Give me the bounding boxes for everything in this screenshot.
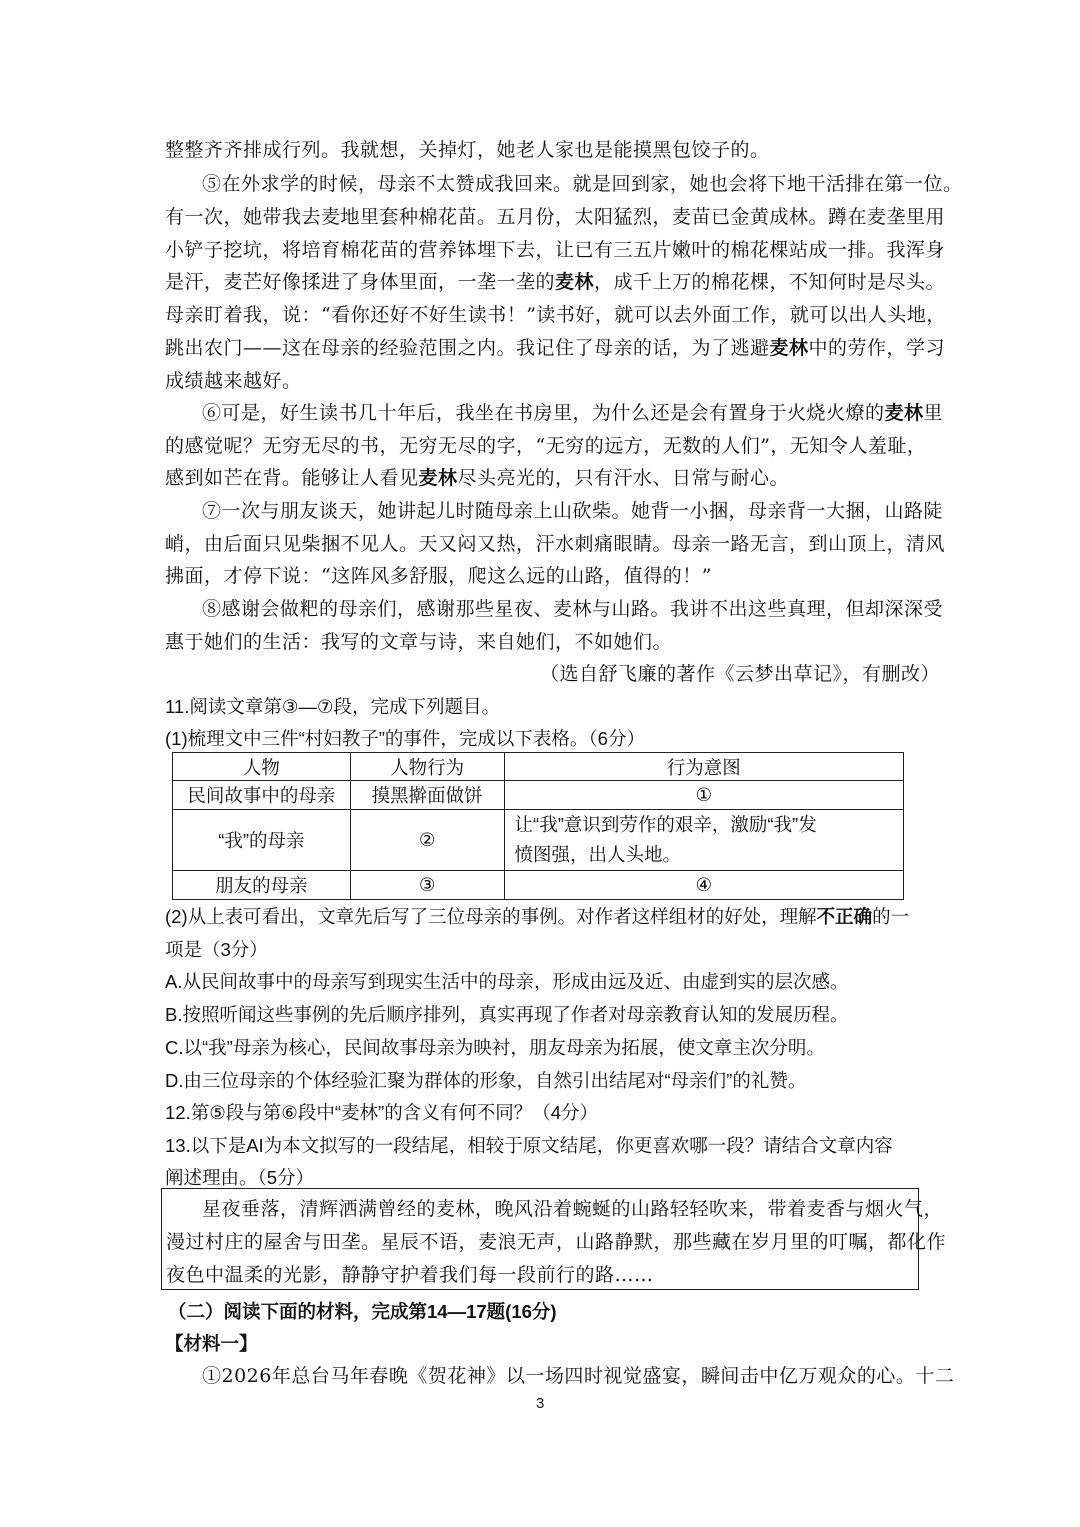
ai-ending-box — [161, 1188, 947, 1290]
emphasis-mailin: 麦林 — [418, 467, 458, 489]
passage-p5-line: 成绩越来越好。 — [165, 370, 302, 392]
passage-p7-line: 拂面，才停下说：“这阵风多舒服，爬这么远的山路，值得的！” — [165, 565, 712, 587]
answer-table — [172, 752, 904, 900]
page-number: 3 — [536, 1395, 545, 1412]
table-cell: 摸黑擀面做饼 — [350, 781, 504, 810]
question-13-line1: 13.以下是AI为本文拟写的一段结尾，相较于原文结尾，你更喜欢哪一段？请结合文章内容 — [165, 1135, 893, 1156]
table-header-cell: 人物 — [173, 753, 351, 781]
ai-ending-line: 星夜垂落，清辉洒满曾经的麦林，晚风沿着蜿蜒的山路轻轻吹来，带着麦香与烟火气， — [202, 1198, 944, 1220]
emphasis-mailin: 麦林 — [769, 337, 809, 359]
table-cell: 民间故事中的母亲 — [173, 781, 351, 810]
table-row — [173, 781, 904, 810]
question-12: 12.第⑤段与第⑥段中“麦林”的含义有何不同？（4分） — [165, 1102, 598, 1123]
passage-p5-line: 是汗，麦芒好像揉进了身体里面，一垄一垄的麦林，成千上万的棉花棵，不知何时是尽头。 — [165, 271, 946, 293]
material-1-first-line: ①2026年总台马年春晚《贺花神》以一场四时视觉盛宴，瞬间击中亿万观众的心。十二 — [202, 1365, 955, 1387]
option-a: A.从民间故事中的母亲写到现实生活中的母亲，形成由远及近、由虚到实的层次感。 — [165, 971, 849, 992]
question-11-part2: (2)从上表可看出，文章先后写了三位母亲的事例。对作者这样组材的好处，理解不正确的一 — [165, 906, 910, 927]
passage-p6-line: 感到如芒在背。能够让人看见麦林尽头亮光的，只有汗水、日常与耐心。 — [165, 467, 790, 489]
table-row — [173, 810, 904, 871]
table-cell-blank: ④ — [504, 871, 903, 900]
table-cell: 让“我”意识到劳作的艰辛，激励“我”发 愤图强，出人头地。 — [504, 810, 903, 871]
passage-p5-line: 有一次，她带我去麦地里套种棉花苗。五月份，太阳猛烈，麦苗已金黄成林。蹲在麦垄里用 — [165, 206, 946, 228]
question-11-part2-cont: 项是（3分） — [165, 939, 268, 960]
table-cell: “我”的母亲 — [173, 810, 351, 871]
option-d: D.由三位母亲的个体经验汇聚为群体的形象，自然引出结尾对“母亲们”的礼赞。 — [165, 1070, 807, 1091]
option-c: C.以“我”母亲为核心，民间故事母亲为映衬，朋友母亲为拓展，使文章主次分明。 — [165, 1037, 825, 1058]
passage-p5-line: 跳出农门——这在母亲的经验范围之内。我记住了母亲的话，为了逃避麦林中的劳作，学习 — [165, 337, 946, 359]
table-cell: 朋友的母亲 — [173, 871, 351, 900]
table-header-cell: 人物行为 — [350, 753, 504, 781]
emphasis-mailin: 麦林 — [555, 271, 595, 293]
emphasis-mailin: 麦林 — [884, 402, 924, 424]
question-11-title: 11.阅读文章第③—⑦段，完成下列题目。 — [165, 696, 501, 717]
passage-p6-line: 的感觉呢？无穷无尽的书，无穷无尽的字，“无穷的远方，无数的人们”，无知令人羞耻， — [165, 435, 927, 457]
passage-p4-end: 整整齐齐排成行列。我就想，关掉灯，她老人家也是能摸黑包饺子的。 — [165, 139, 770, 161]
question-11-part1: (1)梳理文中三件“村妇教子”的事件，完成以下表格。（6分） — [165, 728, 645, 749]
passage-p6-line: ⑥可是，好生读书几十年后，我坐在书房里，为什么还是会有置身于火烧火燎的麦林里 — [202, 402, 944, 424]
table-cell-blank: ③ — [350, 871, 504, 900]
passage-p5-line: ⑤在外求学的时候，母亲不太赞成我回来。就是回到家，她也会将下地干活排在第一位。 — [202, 173, 963, 195]
ai-ending-line: 漫过村庄的屋舍与田垄。星辰不语，麦浪无声，山路静默，那些藏在岁月里的叮嘱，都化作 — [166, 1231, 947, 1253]
passage-p7-line: ⑦一次与朋友谈天，她讲起儿时随母亲上山砍柴。她背一小捆，母亲背一大捆，山路陡 — [202, 500, 944, 522]
passage-p8-line: 惠于她们的生活：我写的文章与诗，来自她们，不如她们。 — [165, 631, 673, 653]
option-b: B.按照听闻这些事例的先后顺序排列，真实再现了作者对母亲教育认知的发展历程。 — [165, 1004, 849, 1025]
table-cell-blank: ① — [504, 781, 903, 810]
table-cell-blank: ② — [350, 810, 504, 871]
passage-p5-line: 母亲盯着我，说：“看你还好不好生读书！”读书好，就可以去外面工作，就可以出人头地， — [165, 304, 946, 326]
table-header-cell: 行为意图 — [504, 753, 903, 781]
passage-source: （选自舒飞廉的著作《云梦出草记》，有删改） — [540, 663, 941, 685]
table-row — [173, 871, 904, 900]
section-2-title: （二）阅读下面的材料，完成第14—17题(16分) — [168, 1301, 557, 1322]
question-13-line2: 阐述理由。（5分） — [165, 1167, 315, 1188]
passage-p5-line: 小铲子挖坑，将培育棉花苗的营养钵埋下去，让已有三五片嫩叶的棉花棵站成一排。我浑身 — [165, 239, 946, 261]
material-1-heading: 【材料一】 — [165, 1333, 258, 1354]
passage-p8-line: ⑧感谢会做粑的母亲们，感谢那些星夜、麦林与山路。我讲不出这些真理，但却深深受 — [202, 598, 944, 620]
ai-ending-line: 夜色中温柔的光影，静静守护着我们每一段前行的路…… — [166, 1264, 654, 1286]
emphasis-incorrect: 不正确 — [816, 906, 873, 927]
table-header-row — [173, 753, 904, 781]
passage-p7-line: 峭，由后面只见柴捆不见人。天又闷又热，汗水刺痛眼睛。母亲一路无言，到山顶上，清风 — [165, 533, 946, 555]
